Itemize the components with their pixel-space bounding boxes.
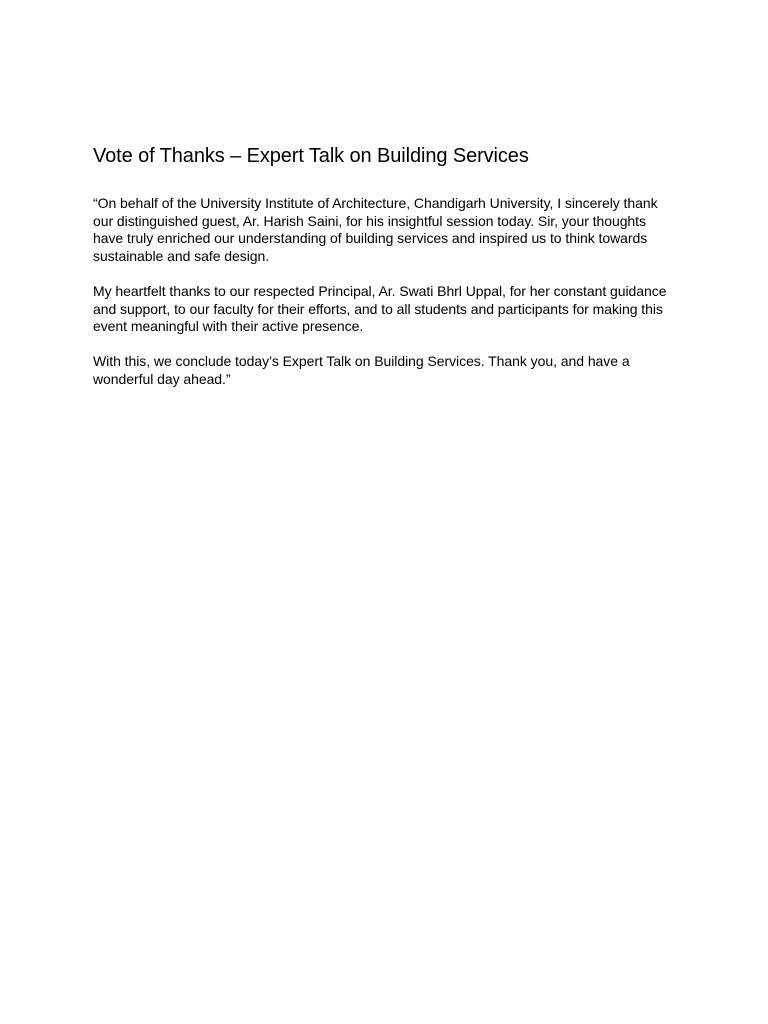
document-title: Vote of Thanks – Expert Talk on Building Services [93, 145, 529, 167]
paragraph-opening: “On behalf of the University Institute of Architecture, Chandigarh University, I sincerely thank our distinguished guest, Ar. Harish Saini, for his insightful session today. Sir, your thoughts have truly enriched our understanding of building services and inspired us to think towards sustainable and safe design. [93, 195, 658, 264]
paragraph-closing: With this, we conclude today’s Expert Talk on Building Services. Thank you, and have a wonderful day ahead.” [93, 353, 630, 387]
document-body [93, 143, 678, 406]
paragraph-thanks: My heartfelt thanks to our respected Principal, Ar. Swati Bhrl Uppal, for her constant guidance and support, to our faculty for their efforts, and to all students and participants for making this event meaningful with their active presence. [93, 282, 667, 335]
